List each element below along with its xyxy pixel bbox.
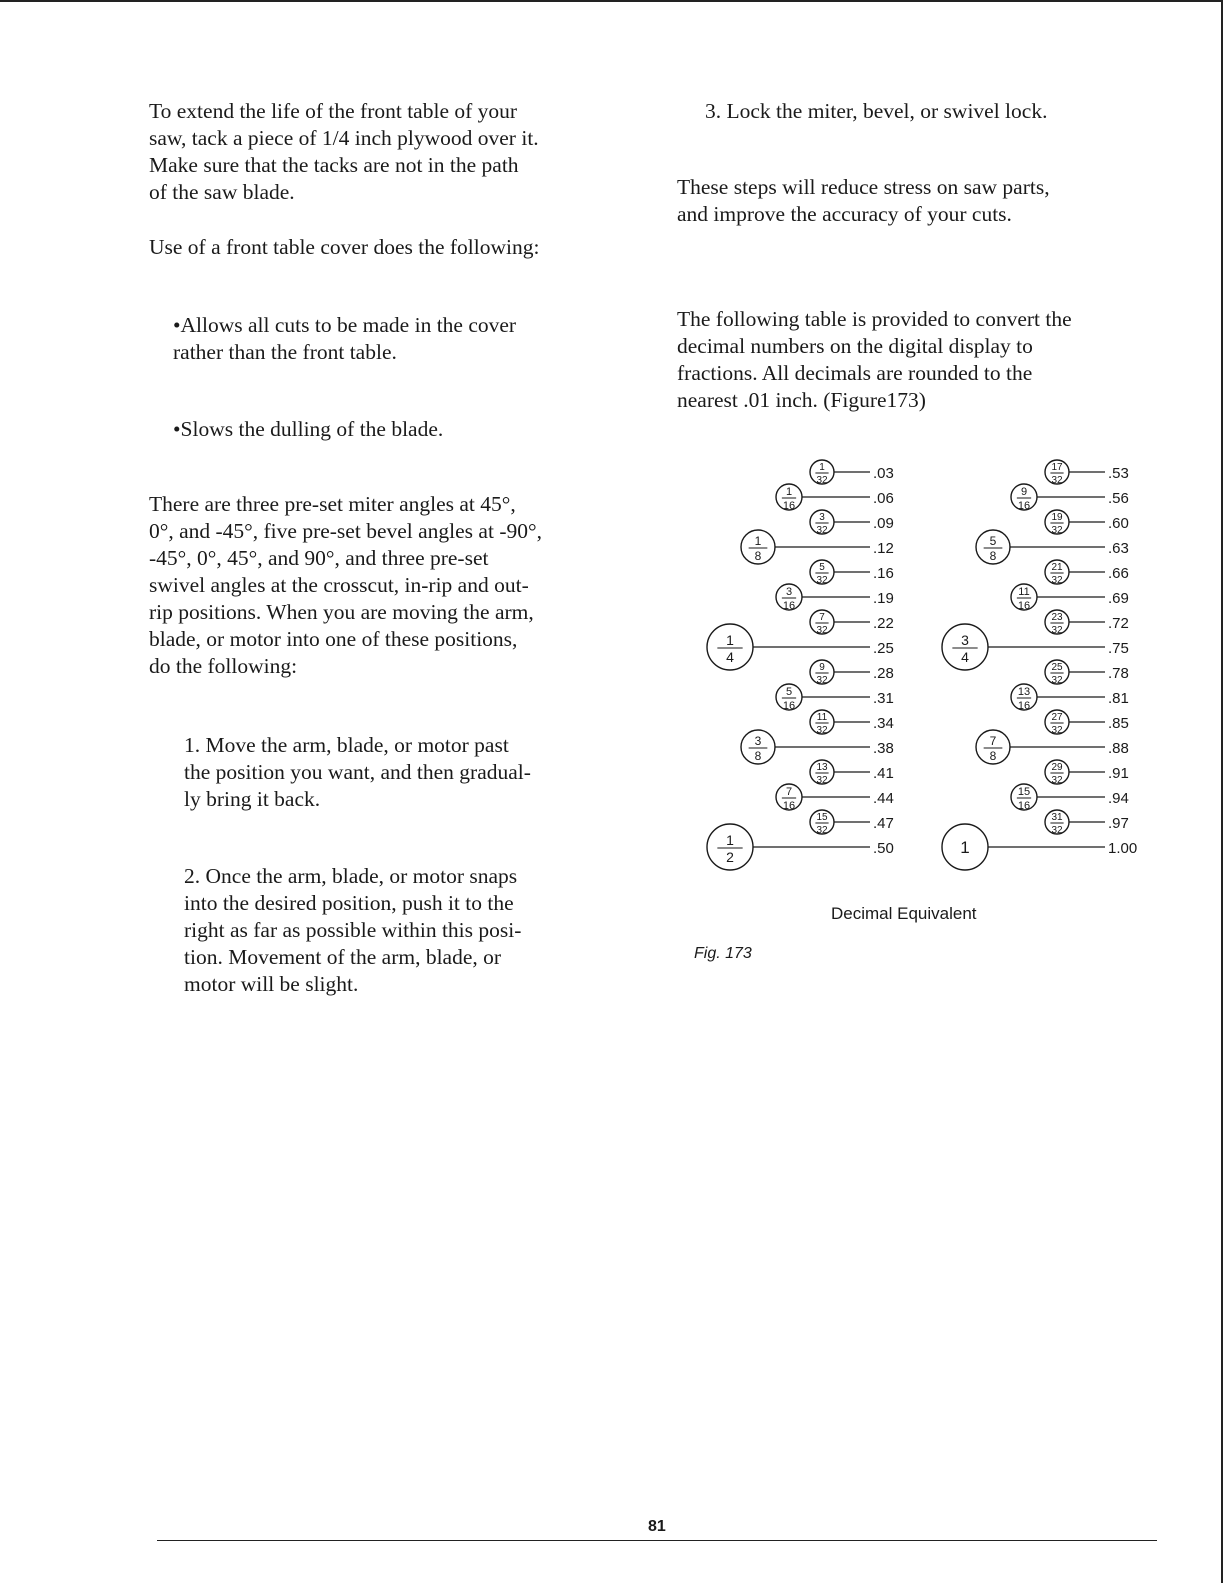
right-fraction-numerator: 3 bbox=[961, 632, 969, 648]
left-decimal-label: .03 bbox=[873, 465, 894, 482]
left-fraction-numerator: 5 bbox=[819, 562, 825, 573]
left-decimal-label: .41 bbox=[873, 765, 894, 782]
right-fraction-denominator: 32 bbox=[1051, 575, 1063, 586]
left-decimal-label: .34 bbox=[873, 715, 894, 732]
paragraph-front-table-cover: Use of a front table cover does the following: bbox=[149, 235, 540, 259]
bullet-slows-dulling: •Slows the dulling of the blade. bbox=[173, 417, 444, 441]
left-decimal-label: .19 bbox=[873, 590, 894, 607]
right-fraction-numerator: 7 bbox=[989, 734, 997, 748]
footer-rule bbox=[157, 1540, 1157, 1541]
left-fraction-numerator: 1 bbox=[754, 534, 762, 548]
left-fraction-denominator: 16 bbox=[782, 800, 796, 812]
left-fraction-denominator: 16 bbox=[782, 500, 796, 512]
right-fraction-denominator: 32 bbox=[1051, 675, 1063, 686]
left-fraction-numerator: 3 bbox=[754, 734, 762, 748]
left-decimal-label: .28 bbox=[873, 665, 894, 682]
right-fraction-denominator: 32 bbox=[1051, 625, 1063, 636]
right-fraction-whole: 1 bbox=[960, 838, 970, 857]
left-fraction-denominator: 32 bbox=[816, 725, 828, 736]
right-decimal-label: .97 bbox=[1108, 815, 1129, 832]
right-decimal-label: .56 bbox=[1108, 490, 1129, 507]
left-fraction-denominator: 32 bbox=[816, 625, 828, 636]
step-2-push-right: 2. Once the arm, blade, or motor snaps into the desired position, push it to the right as far as possible within this posi- tion. Movement of the arm, blade, or motor will be slight. bbox=[184, 864, 522, 996]
left-fraction-denominator: 16 bbox=[782, 700, 796, 712]
right-fraction-numerator: 25 bbox=[1051, 662, 1063, 673]
right-decimal-label: .78 bbox=[1108, 665, 1129, 682]
left-decimal-label: .09 bbox=[873, 515, 894, 532]
left-fraction-numerator: 15 bbox=[816, 812, 828, 823]
right-fraction-numerator: 29 bbox=[1051, 762, 1063, 773]
left-fraction-numerator: 1 bbox=[726, 632, 734, 648]
figure-label: Fig. 173 bbox=[694, 945, 752, 962]
left-fraction-denominator: 32 bbox=[816, 575, 828, 586]
right-decimal-label: .75 bbox=[1108, 640, 1129, 657]
left-decimal-label: .25 bbox=[873, 640, 894, 657]
right-fraction-numerator: 23 bbox=[1051, 612, 1063, 623]
paragraph-reduce-stress: These steps will reduce stress on saw parts, and improve the accuracy of your cuts. bbox=[677, 175, 1050, 226]
top-border bbox=[0, 0, 1223, 2]
step-1-move-past-position: 1. Move the arm, blade, or motor past the position you want, and then gradual- ly bring it back. bbox=[184, 733, 531, 811]
right-fraction-numerator: 31 bbox=[1051, 812, 1063, 823]
right-decimal-label: .94 bbox=[1108, 790, 1129, 807]
left-fraction-numerator: 11 bbox=[816, 712, 828, 723]
left-fraction-numerator: 1 bbox=[785, 486, 793, 498]
right-fraction-denominator: 32 bbox=[1051, 725, 1063, 736]
right-fraction-denominator: 32 bbox=[1051, 825, 1063, 836]
right-fraction-numerator: 9 bbox=[1020, 486, 1028, 498]
left-fraction-numerator: 5 bbox=[785, 686, 793, 698]
left-fraction-numerator: 3 bbox=[819, 512, 825, 523]
left-fraction-denominator: 2 bbox=[726, 849, 734, 865]
left-fraction-numerator: 7 bbox=[819, 612, 825, 623]
left-fraction-numerator: 13 bbox=[816, 762, 828, 773]
right-decimal-label: .53 bbox=[1108, 465, 1129, 482]
left-fraction-denominator: 32 bbox=[816, 525, 828, 536]
left-fraction-denominator: 4 bbox=[726, 649, 734, 665]
right-fraction-denominator: 16 bbox=[1017, 800, 1031, 812]
right-decimal-label: .60 bbox=[1108, 515, 1129, 532]
left-decimal-label: .06 bbox=[873, 490, 894, 507]
left-decimal-label: .50 bbox=[873, 840, 894, 857]
right-fraction-numerator: 27 bbox=[1051, 712, 1063, 723]
right-fraction-denominator: 16 bbox=[1017, 600, 1031, 612]
left-fraction-numerator: 1 bbox=[726, 832, 734, 848]
right-fraction-numerator: 5 bbox=[989, 534, 997, 548]
left-fraction-denominator: 8 bbox=[754, 549, 762, 563]
right-fraction-numerator: 13 bbox=[1017, 686, 1031, 698]
right-fraction-denominator: 4 bbox=[961, 649, 969, 665]
left-fraction-denominator: 16 bbox=[782, 600, 796, 612]
right-fraction-numerator: 19 bbox=[1051, 512, 1063, 523]
left-decimal-label: .12 bbox=[873, 540, 894, 557]
left-fraction-numerator: 3 bbox=[785, 586, 793, 598]
left-fraction-numerator: 9 bbox=[819, 662, 825, 673]
paragraph-preset-angles: There are three pre-set miter angles at 45°, 0°, and -45°, five pre-set bevel angles at -90°, -45°, 0°, 45°, and 90°, and three pre-set swivel angles at the crosscut, in-rip and out- rip positions. When you are moving the arm, blade, or motor into one of these positions, do the following: bbox=[149, 492, 542, 678]
decimal-equivalent-figure bbox=[690, 440, 1170, 880]
right-fraction-denominator: 32 bbox=[1051, 525, 1063, 536]
right-fraction-denominator: 8 bbox=[989, 749, 997, 763]
right-fraction-numerator: 15 bbox=[1017, 786, 1031, 798]
left-decimal-label: .47 bbox=[873, 815, 894, 832]
left-decimal-label: .44 bbox=[873, 790, 894, 807]
right-decimal-label: .66 bbox=[1108, 565, 1129, 582]
left-fraction-denominator: 32 bbox=[816, 475, 828, 486]
bullet-cuts-in-cover: •Allows all cuts to be made in the cover rather than the front table. bbox=[173, 313, 517, 364]
paragraph-front-table-tack: To extend the life of the front table of your saw, tack a piece of 1/4 inch plywood over it. Make sure that the tacks are not in the path of the saw blade. bbox=[149, 99, 539, 204]
right-decimal-label: .63 bbox=[1108, 540, 1129, 557]
right-fraction-denominator: 32 bbox=[1051, 775, 1063, 786]
figure-caption: Decimal Equivalent bbox=[831, 904, 977, 923]
left-fraction-denominator: 8 bbox=[754, 749, 762, 763]
left-fraction-numerator: 7 bbox=[785, 786, 793, 798]
left-decimal-label: .16 bbox=[873, 565, 894, 582]
paragraph-conversion-table-intro: The following table is provided to convert the decimal numbers on the digital display to fractions. All decimals are rounded to the nearest .01 inch. (Figure173) bbox=[677, 307, 1072, 412]
right-fraction-numerator: 11 bbox=[1018, 586, 1030, 598]
left-fraction-numerator: 1 bbox=[819, 462, 825, 473]
left-fraction-denominator: 32 bbox=[816, 775, 828, 786]
right-fraction-denominator: 16 bbox=[1017, 500, 1031, 512]
left-decimal-label: .31 bbox=[873, 690, 894, 707]
right-decimal-label: 1.00 bbox=[1108, 840, 1138, 857]
left-fraction-denominator: 32 bbox=[816, 675, 828, 686]
right-decimal-label: .85 bbox=[1108, 715, 1129, 732]
left-fraction-denominator: 32 bbox=[816, 825, 828, 836]
right-decimal-label: .91 bbox=[1108, 765, 1129, 782]
left-decimal-label: .22 bbox=[873, 615, 894, 632]
right-decimal-label: .72 bbox=[1108, 615, 1129, 632]
step-3-lock: 3. Lock the miter, bevel, or swivel lock. bbox=[705, 99, 1048, 123]
right-decimal-label: .88 bbox=[1108, 740, 1129, 757]
right-fraction-denominator: 32 bbox=[1051, 475, 1063, 486]
right-fraction-denominator: 8 bbox=[989, 549, 997, 563]
right-fraction-numerator: 17 bbox=[1051, 462, 1063, 473]
right-decimal-label: .81 bbox=[1108, 690, 1129, 707]
right-fraction-denominator: 16 bbox=[1017, 700, 1031, 712]
left-decimal-label: .38 bbox=[873, 740, 894, 757]
right-decimal-label: .69 bbox=[1108, 590, 1129, 607]
right-fraction-numerator: 21 bbox=[1051, 562, 1063, 573]
page-number: 81 bbox=[648, 1518, 666, 1535]
